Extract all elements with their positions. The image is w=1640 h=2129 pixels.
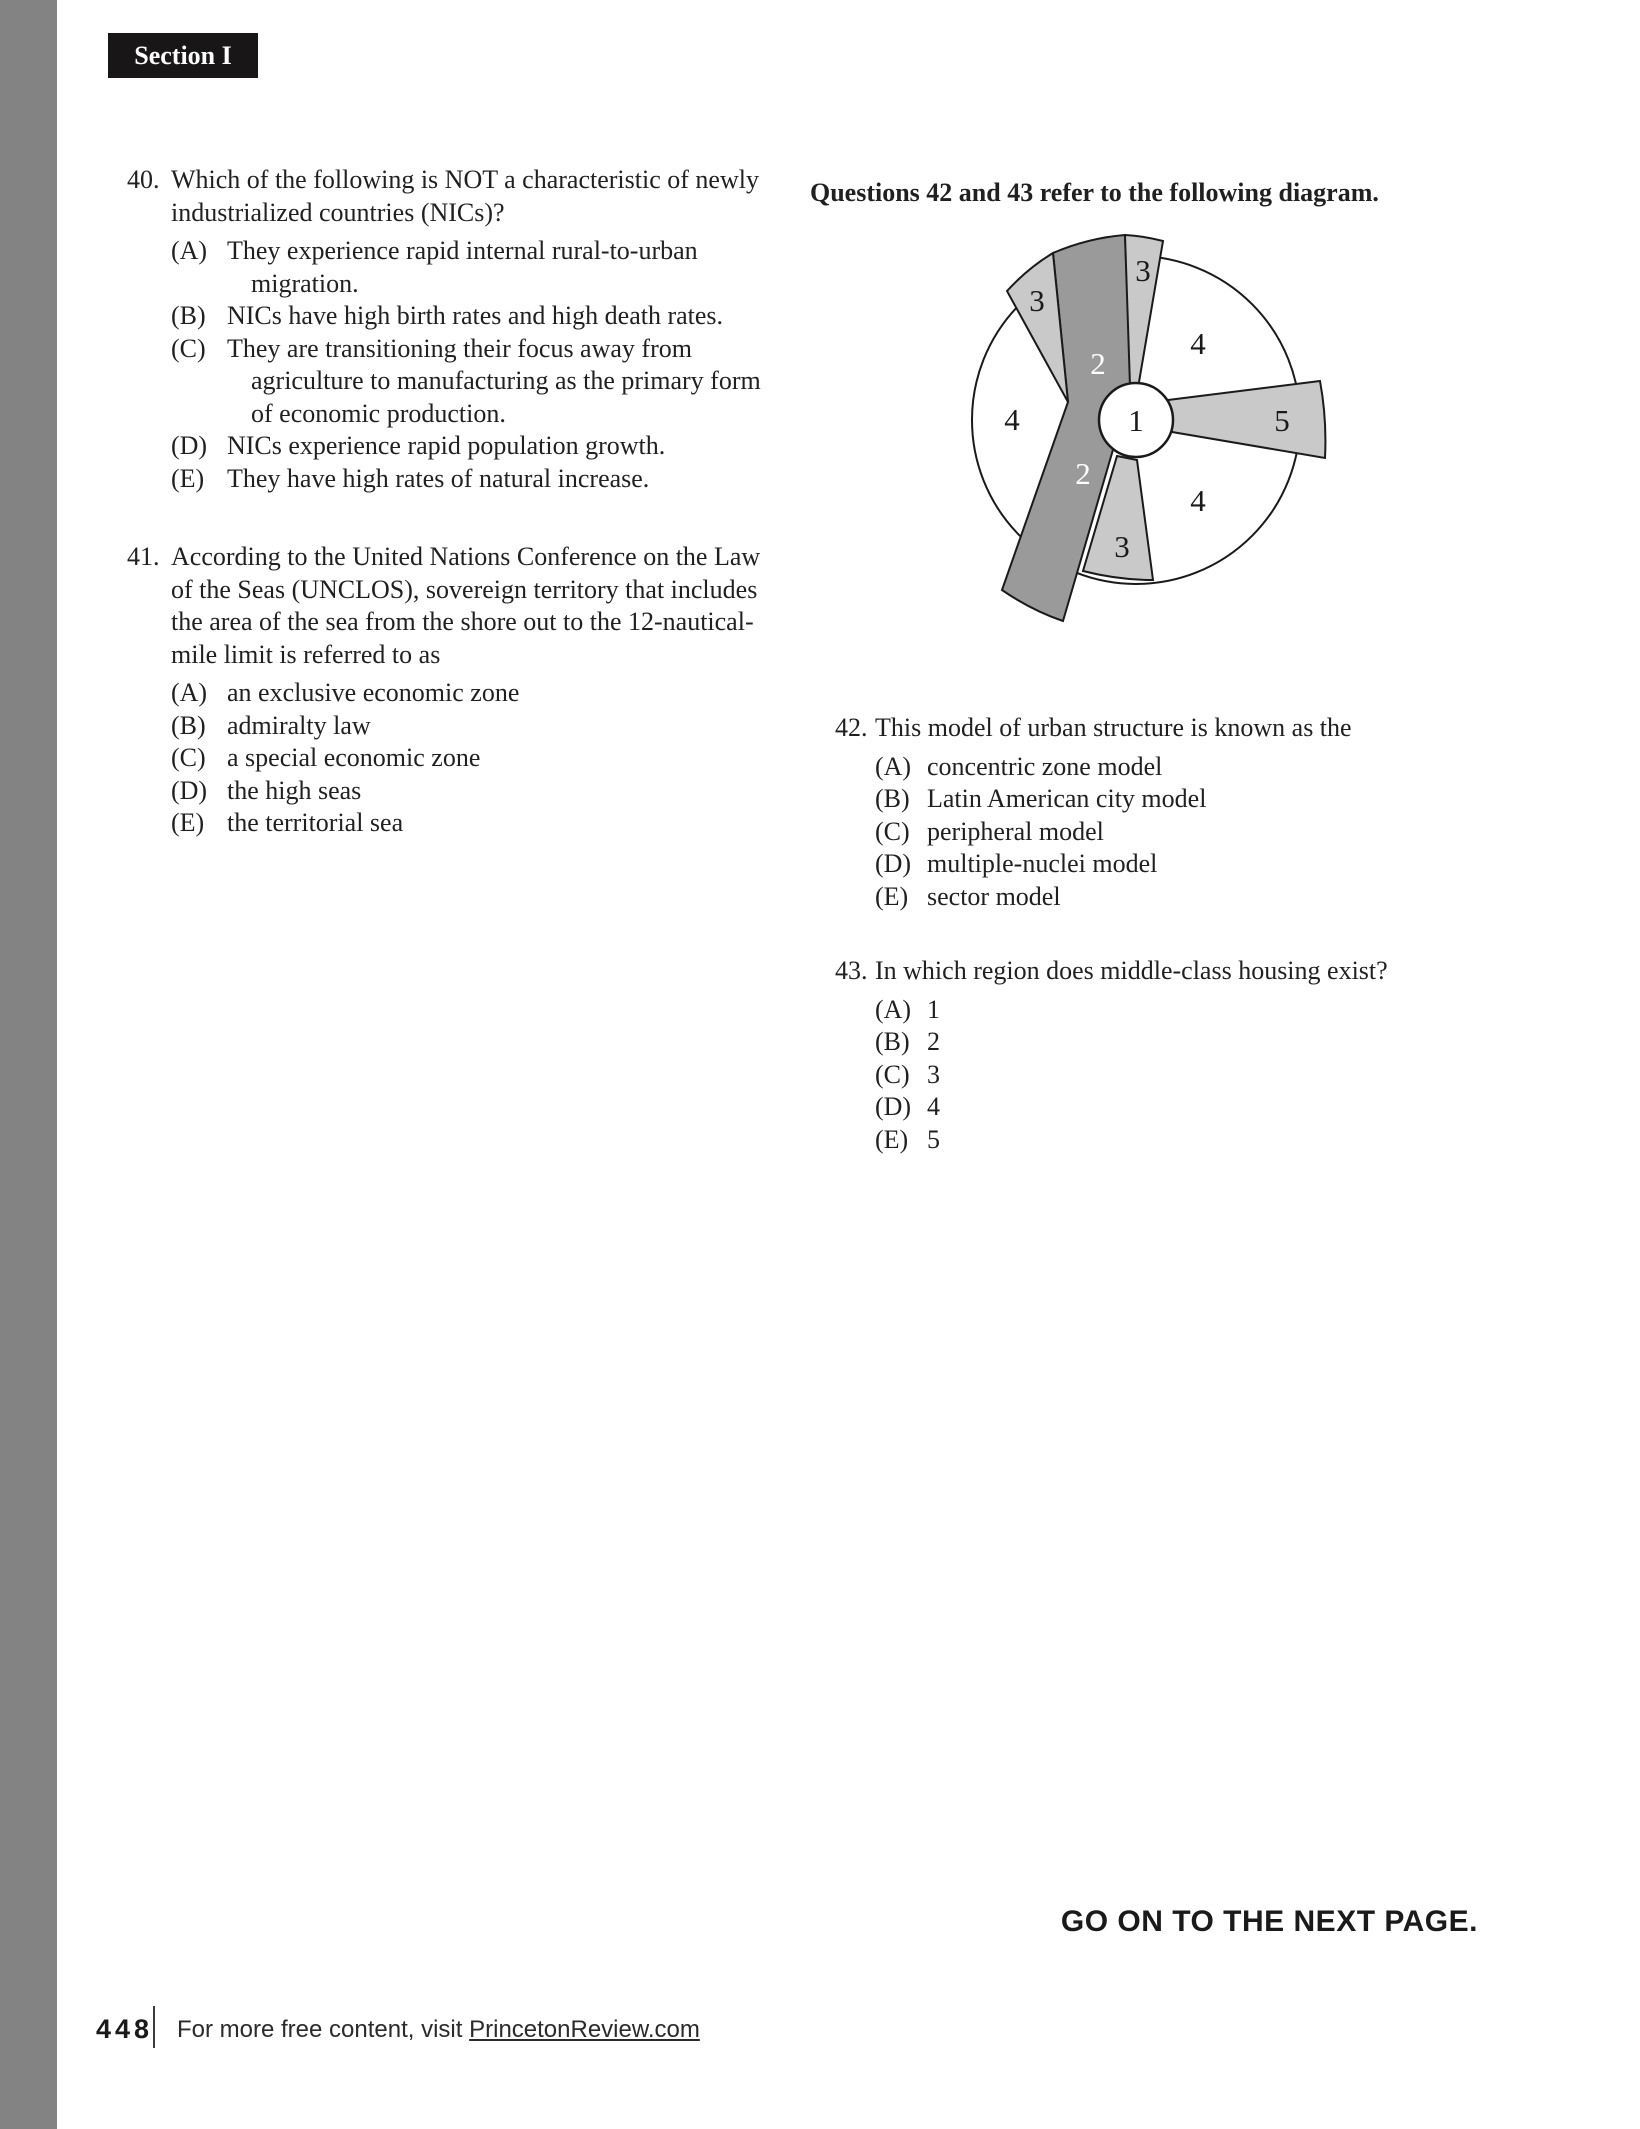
option-row — [875, 1124, 1388, 1157]
option-text: admiralty law — [227, 710, 371, 740]
option-row — [171, 463, 761, 496]
option-text: a special economic zone — [227, 743, 481, 772]
go-on-instruction: GO ON TO THE NEXT PAGE. — [1060, 1905, 1478, 1938]
question-number: 42. — [835, 713, 868, 742]
option-letter: (B) — [171, 301, 206, 330]
question-number: 41. — [127, 542, 160, 571]
option-row — [875, 848, 1352, 881]
option-letter: (A) — [875, 994, 912, 1024]
option-letter: (E) — [875, 881, 909, 911]
question-43-stem — [835, 955, 1388, 988]
option-row — [875, 1026, 1388, 1059]
footer-divider — [153, 2006, 155, 2048]
option-letter: (D) — [875, 1092, 912, 1121]
question-41 — [127, 541, 760, 840]
option-row — [875, 881, 1352, 914]
option-text: They experience rapid internal rural-to-urban — [227, 236, 698, 265]
option-row — [171, 710, 760, 743]
stem-line: This model of urban structure is known as the — [875, 713, 1352, 742]
option-text: of economic production. — [251, 398, 506, 428]
question-43-options — [875, 994, 1388, 1157]
option-letter: (C) — [875, 816, 910, 846]
option-row — [875, 783, 1352, 816]
zone-1-label: 1 — [1128, 403, 1144, 438]
option-text: They are transitioning their focus away from — [227, 333, 692, 363]
question-42-options — [875, 751, 1352, 914]
stem-line: the area of the sea from the shore out to the 12-nautical- — [171, 607, 754, 636]
option-text: concentric zone model — [927, 751, 1163, 781]
option-letter: (C) — [171, 333, 206, 363]
zone-4-label-top-right: 4 — [1190, 326, 1206, 361]
stem-line: mile limit is referred to as — [171, 639, 441, 669]
option-text: NICs experience rapid population growth. — [227, 431, 666, 460]
option-letter: (E) — [171, 808, 205, 837]
option-text: an exclusive economic zone — [227, 678, 520, 707]
option-letter: (D) — [875, 849, 912, 878]
question-40 — [127, 164, 761, 495]
question-42-stem — [835, 712, 1352, 745]
option-text: 4 — [927, 1092, 940, 1121]
stem-line: of the Seas (UNCLOS), sovereign territory that includes — [171, 574, 758, 604]
zone-4-label-bottom-right: 4 — [1190, 483, 1206, 518]
option-row — [875, 751, 1352, 784]
question-41-stem — [127, 541, 760, 671]
option-letter: (D) — [171, 775, 208, 805]
option-letter: (B) — [875, 1027, 910, 1056]
stem-line: industrialized countries (NICs)? — [171, 197, 505, 227]
option-row — [875, 1091, 1388, 1124]
question-40-stem — [127, 164, 761, 229]
page-footer — [0, 2004, 1640, 2052]
option-text: peripheral model — [927, 816, 1104, 846]
option-row — [171, 775, 760, 808]
page-number: 448 — [96, 2014, 154, 2044]
zone-4-label-left: 4 — [1004, 402, 1020, 437]
question-number: 40. — [127, 165, 160, 194]
question-40-options — [171, 235, 761, 495]
footer-note — [177, 2016, 700, 2044]
option-row — [171, 807, 760, 840]
option-text: sector model — [927, 881, 1061, 911]
zone-3-label-bottom: 3 — [1114, 529, 1130, 564]
option-text: They have high rates of natural increase. — [227, 463, 650, 493]
question-number: 43. — [835, 956, 868, 985]
option-row — [171, 235, 761, 300]
zone-5-label: 5 — [1274, 403, 1290, 438]
stem-line: Which of the following is NOT a characteristic of newly — [171, 165, 759, 194]
zone-2-label-lower: 2 — [1075, 456, 1091, 491]
zone-2-label-upper: 2 — [1090, 346, 1106, 381]
option-row — [875, 816, 1352, 849]
stem-line: In which region does middle-class housing exist? — [875, 956, 1388, 985]
option-text: 3 — [927, 1059, 940, 1089]
footer-link[interactable]: PrincetonReview.com — [469, 2016, 700, 2043]
zone-3-label-upper-left: 3 — [1029, 283, 1045, 318]
option-letter: (B) — [171, 710, 206, 740]
option-row — [171, 333, 761, 431]
option-letter: (E) — [875, 1124, 909, 1154]
option-text: the territorial sea — [227, 808, 404, 837]
section-label: Section I — [134, 40, 232, 70]
option-letter: (A) — [171, 678, 208, 707]
option-letter: (A) — [171, 236, 208, 265]
option-text: agriculture to manufacturing as the primary form — [251, 366, 761, 395]
option-text: Latin American city model — [927, 784, 1207, 813]
left-gray-margin-bar — [0, 0, 57, 2129]
option-text: NICs have high birth rates and high death rates. — [227, 301, 724, 330]
option-text: migration. — [251, 268, 359, 298]
option-text: the high seas — [227, 775, 362, 805]
option-text: 1 — [927, 994, 940, 1024]
option-row — [171, 677, 760, 710]
option-letter: (B) — [875, 784, 910, 813]
option-row — [171, 742, 760, 775]
option-text: multiple-nuclei model — [927, 849, 1158, 878]
question-42 — [835, 712, 1352, 913]
option-row — [171, 300, 761, 333]
option-row — [875, 994, 1388, 1027]
question-43 — [835, 955, 1388, 1156]
section-badge — [108, 33, 258, 78]
option-letter: (C) — [875, 1059, 910, 1089]
sector-model-diagram — [940, 218, 1360, 638]
option-letter: (A) — [875, 751, 912, 781]
option-row — [171, 430, 761, 463]
footer-text: For more free content, visit — [177, 2016, 470, 2043]
option-row — [875, 1059, 1388, 1092]
option-text: 5 — [927, 1124, 940, 1154]
option-text: 2 — [927, 1027, 940, 1056]
option-letter: (D) — [171, 431, 208, 460]
question-41-options — [171, 677, 760, 840]
zone-3-label-top: 3 — [1135, 253, 1151, 288]
option-letter: (E) — [171, 463, 205, 493]
stem-line: According to the United Nations Conference on the Law — [171, 542, 761, 571]
diagram-reference-header: Questions 42 and 43 refer to the following diagram. — [810, 178, 1379, 207]
option-letter: (C) — [171, 743, 206, 772]
